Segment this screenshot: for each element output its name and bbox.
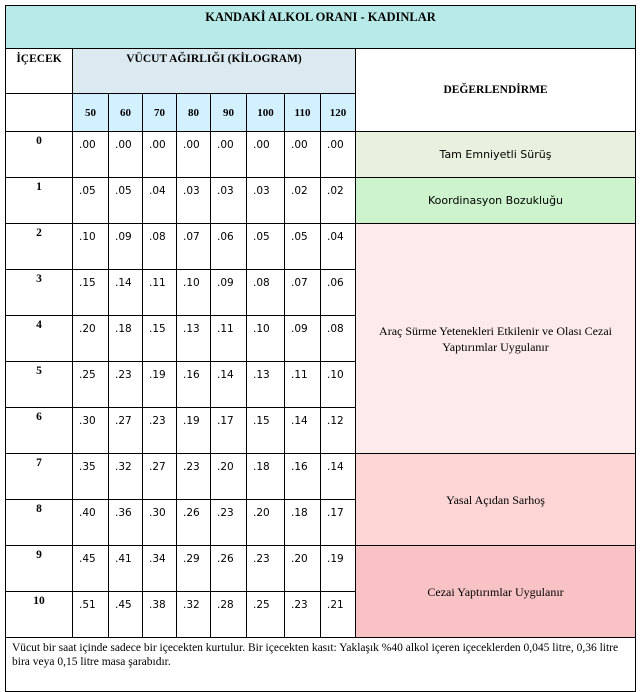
bac-value: .27 — [109, 408, 143, 454]
drink-count: 0 — [6, 132, 73, 178]
evaluation-cell: Cezai Yaptırımlar Uygulanır — [356, 546, 636, 638]
drink-count: 8 — [6, 500, 73, 546]
bac-value: .11 — [143, 270, 177, 316]
bac-value: .04 — [143, 178, 177, 224]
bac-value: .14 — [285, 408, 321, 454]
bac-value: .07 — [177, 224, 211, 270]
bac-value: .38 — [143, 592, 177, 638]
bac-value: .45 — [109, 592, 143, 638]
bac-value: .15 — [247, 408, 285, 454]
drink-count: 2 — [6, 224, 73, 270]
bac-value: .26 — [211, 546, 247, 592]
bac-value: .19 — [321, 546, 356, 592]
bac-value: .18 — [247, 454, 285, 500]
bac-value: .17 — [211, 408, 247, 454]
bac-value: .00 — [211, 132, 247, 178]
bac-value: .34 — [143, 546, 177, 592]
drink-count: 7 — [6, 454, 73, 500]
bac-value: .13 — [247, 362, 285, 408]
bac-value: .00 — [247, 132, 285, 178]
evaluation-cell: Araç Sürme Yetenekleri Etkilenir ve Olası Cezai Yaptırımlar Uygulanır — [356, 224, 636, 454]
alcohol-table — [5, 5, 636, 692]
bac-value: .12 — [321, 408, 356, 454]
table-row — [6, 546, 636, 592]
bac-value: .03 — [247, 178, 285, 224]
drink-header: İÇECEK — [6, 49, 73, 94]
bac-value: .10 — [73, 224, 109, 270]
evaluation-cell: Koordinasyon Bozukluğu — [356, 178, 636, 224]
weight-110: 110 — [285, 94, 321, 132]
bac-value: .16 — [177, 362, 211, 408]
bac-value: .23 — [285, 592, 321, 638]
table-row — [6, 132, 636, 178]
bac-value: .02 — [321, 178, 356, 224]
bac-value: .09 — [211, 270, 247, 316]
bac-value: .08 — [247, 270, 285, 316]
bac-value: .00 — [143, 132, 177, 178]
drink-header-blank — [6, 94, 73, 132]
weight-header: VÜCUT AĞIRLIĞI (KİLOGRAM) — [73, 49, 356, 94]
bac-value: .02 — [285, 178, 321, 224]
bac-value: .06 — [321, 270, 356, 316]
bac-value: .18 — [109, 316, 143, 362]
bac-value: .28 — [211, 592, 247, 638]
bac-value: .16 — [285, 454, 321, 500]
bac-value: .10 — [247, 316, 285, 362]
bac-value: .05 — [109, 178, 143, 224]
bac-value: .03 — [211, 178, 247, 224]
bac-value: .00 — [109, 132, 143, 178]
bac-value: .10 — [177, 270, 211, 316]
bac-value: .08 — [321, 316, 356, 362]
weight-100: 100 — [247, 94, 285, 132]
bac-value: .10 — [321, 362, 356, 408]
bac-value: .41 — [109, 546, 143, 592]
bac-value: .14 — [321, 454, 356, 500]
bac-value: .51 — [73, 592, 109, 638]
bac-value: .19 — [143, 362, 177, 408]
bac-value: .05 — [285, 224, 321, 270]
bac-value: .13 — [177, 316, 211, 362]
bac-value: .15 — [143, 316, 177, 362]
evaluation-cell: Tam Emniyetli Sürüş — [356, 132, 636, 178]
bac-value: .32 — [177, 592, 211, 638]
bac-value: .00 — [177, 132, 211, 178]
bac-value: .25 — [73, 362, 109, 408]
weight-90: 90 — [211, 94, 247, 132]
bac-value: .00 — [285, 132, 321, 178]
bac-value: .20 — [73, 316, 109, 362]
bac-value: .19 — [177, 408, 211, 454]
bac-value: .11 — [285, 362, 321, 408]
bac-value: .20 — [211, 454, 247, 500]
drink-count: 9 — [6, 546, 73, 592]
bac-value: .15 — [73, 270, 109, 316]
weight-60: 60 — [109, 94, 143, 132]
bac-value: .36 — [109, 500, 143, 546]
bac-value: .21 — [321, 592, 356, 638]
bac-value: .23 — [109, 362, 143, 408]
drink-count: 4 — [6, 316, 73, 362]
table-row — [6, 178, 636, 224]
bac-value: .45 — [73, 546, 109, 592]
bac-value: .04 — [321, 224, 356, 270]
bac-value: .23 — [247, 546, 285, 592]
bac-value: .20 — [285, 546, 321, 592]
bac-value: .29 — [177, 546, 211, 592]
bac-value: .26 — [177, 500, 211, 546]
bac-value: .03 — [177, 178, 211, 224]
table-title: KANDAKİ ALKOL ORANI - KADINLAR — [6, 6, 636, 49]
bac-value: .17 — [321, 500, 356, 546]
bac-value: .23 — [177, 454, 211, 500]
bac-value: .00 — [321, 132, 356, 178]
bac-value: .20 — [247, 500, 285, 546]
footnote: Vücut bir saat içinde sadece bir içecekten kurtulur. Bir içecekten kasıt: Yaklaşık %40 alkol içeren içeceklerden 0,045 litre, 0,36 litre bira veya 0,15 litre masa şarabıdır. — [6, 638, 636, 692]
bac-value: .09 — [109, 224, 143, 270]
bac-value: .35 — [73, 454, 109, 500]
bac-value: .05 — [247, 224, 285, 270]
bac-value: .30 — [143, 500, 177, 546]
bac-value: .25 — [247, 592, 285, 638]
bac-value: .08 — [143, 224, 177, 270]
drink-count: 10 — [6, 592, 73, 638]
drink-count: 5 — [6, 362, 73, 408]
evaluation-header: DEĞERLENDİRME — [356, 49, 636, 132]
weight-120: 120 — [321, 94, 356, 132]
drink-count: 3 — [6, 270, 73, 316]
bac-value: .07 — [285, 270, 321, 316]
bac-value: .14 — [109, 270, 143, 316]
bac-value: .11 — [211, 316, 247, 362]
bac-value: .09 — [285, 316, 321, 362]
bac-value: .05 — [73, 178, 109, 224]
drink-count: 1 — [6, 178, 73, 224]
bac-value: .30 — [73, 408, 109, 454]
bac-value: .32 — [109, 454, 143, 500]
evaluation-cell: Yasal Açıdan Sarhoş — [356, 454, 636, 546]
weight-80: 80 — [177, 94, 211, 132]
bac-value: .18 — [285, 500, 321, 546]
bac-value: .27 — [143, 454, 177, 500]
drink-count: 6 — [6, 408, 73, 454]
weight-50: 50 — [73, 94, 109, 132]
bac-value: .14 — [211, 362, 247, 408]
table-row — [6, 454, 636, 500]
bac-value: .00 — [73, 132, 109, 178]
table-row — [6, 224, 636, 270]
bac-value: .06 — [211, 224, 247, 270]
weight-70: 70 — [143, 94, 177, 132]
bac-value: .23 — [143, 408, 177, 454]
bac-value: .40 — [73, 500, 109, 546]
bac-value: .23 — [211, 500, 247, 546]
